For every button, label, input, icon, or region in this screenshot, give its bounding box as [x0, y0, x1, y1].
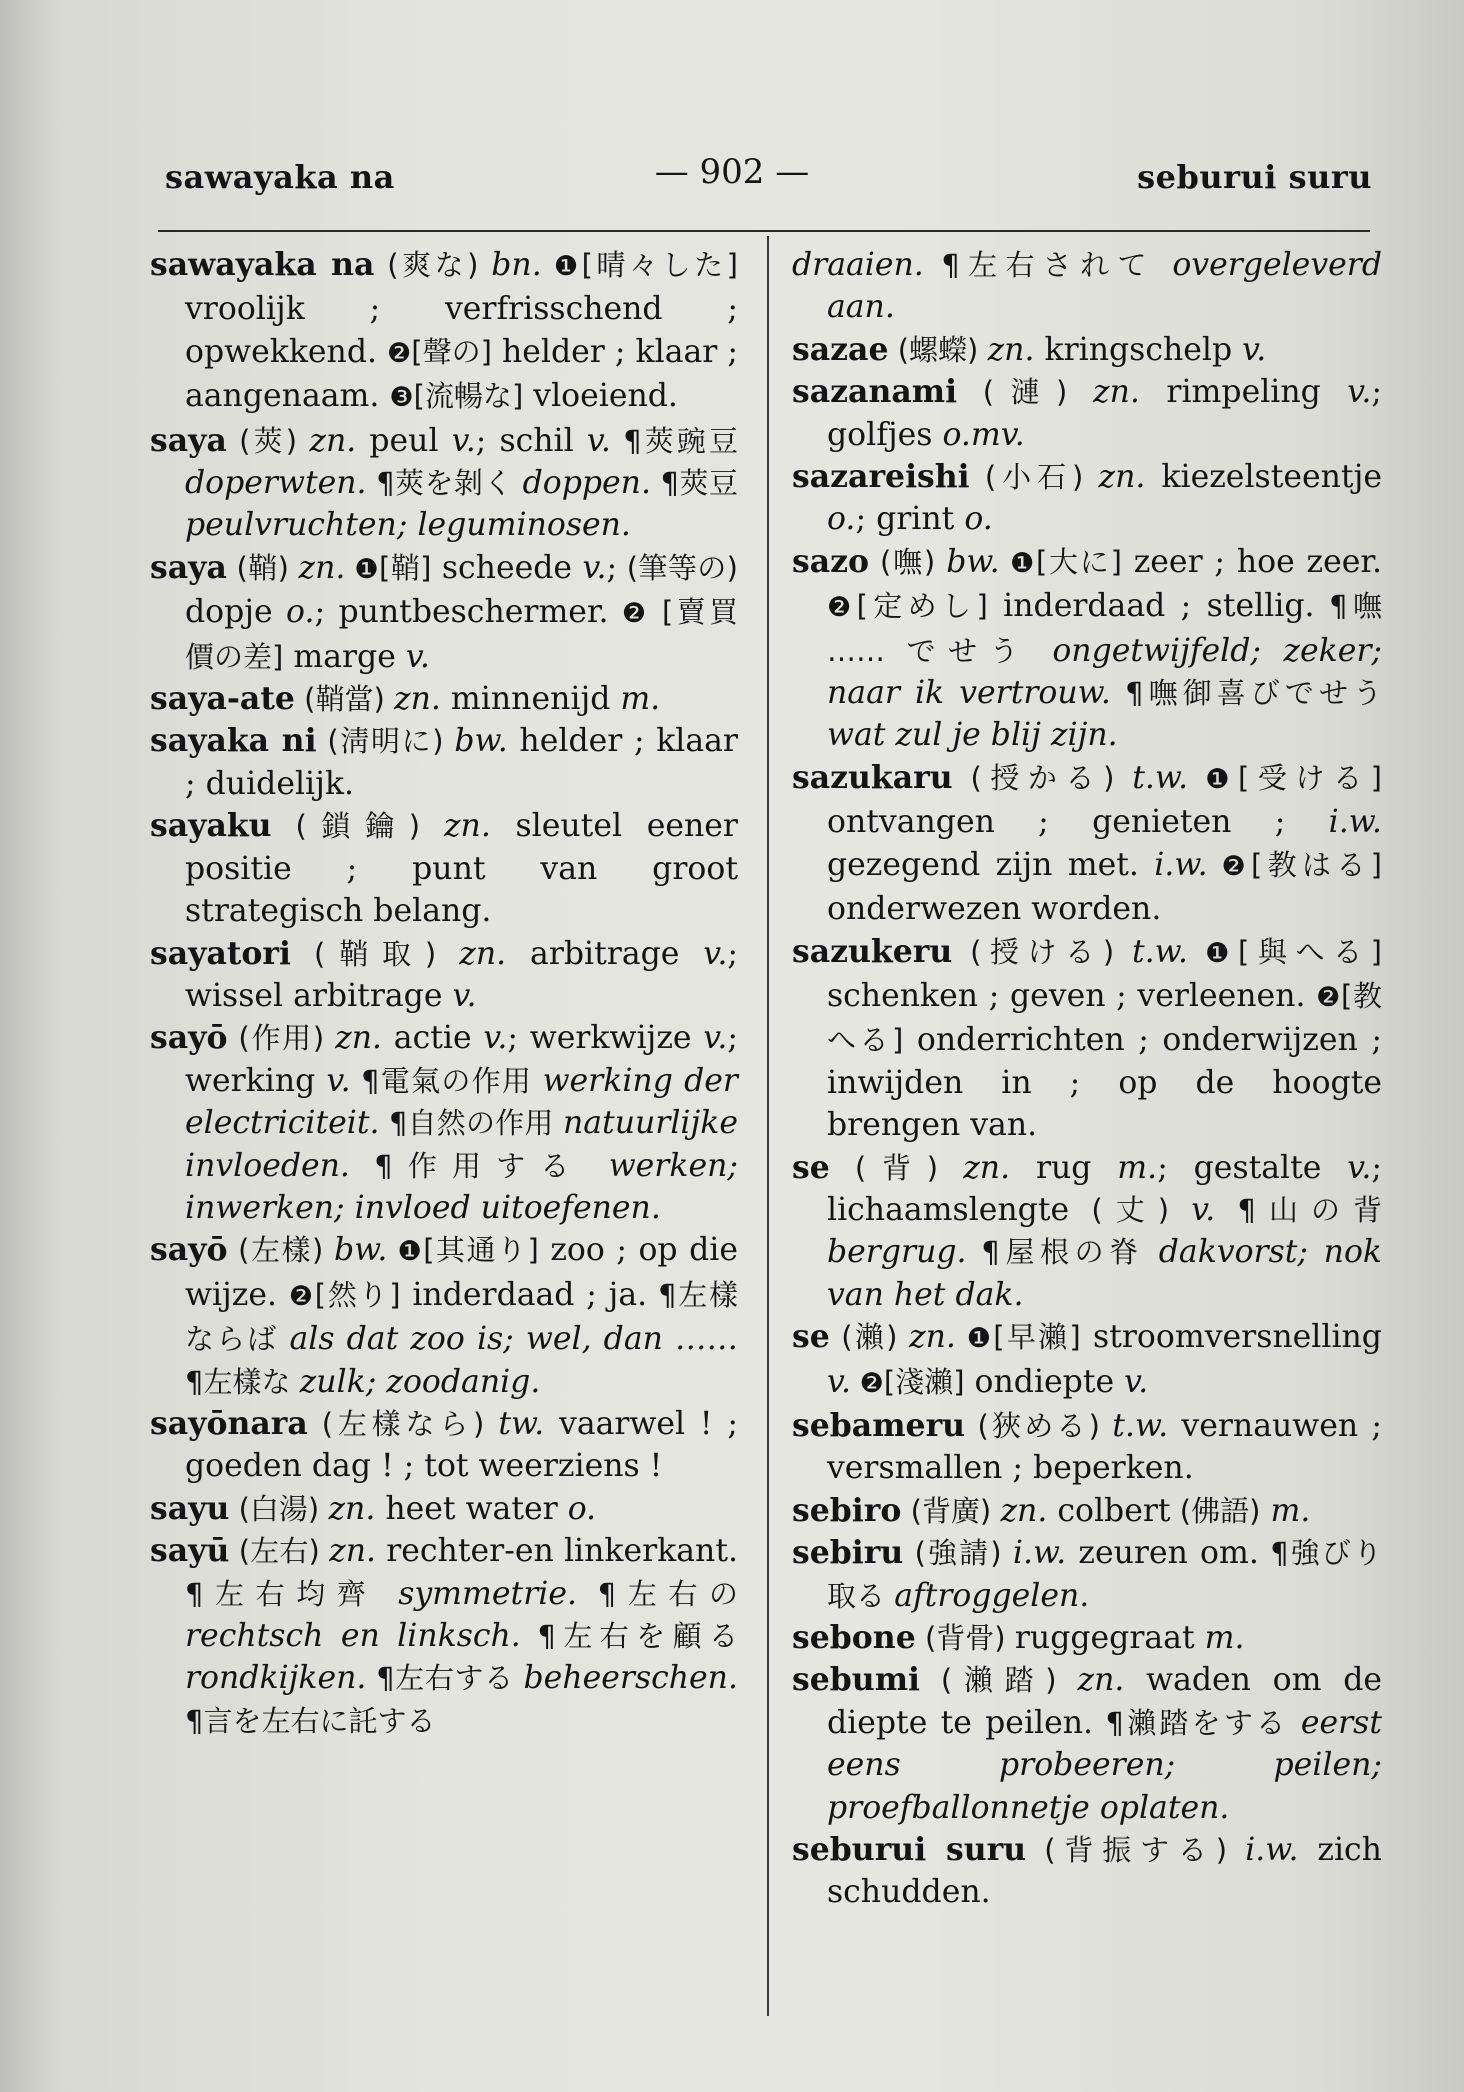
italic-text: zn. — [987, 331, 1035, 368]
italic-text: zn. — [329, 1533, 377, 1570]
italic-text: bw. — [334, 1232, 388, 1269]
italic-text: v. — [1347, 374, 1372, 411]
dictionary-entry — [150, 1403, 738, 1488]
dictionary-entry — [150, 720, 738, 805]
dictionary-entry — [792, 1659, 1382, 1829]
italic-text: zn. — [309, 422, 357, 459]
headword: sazanami — [792, 373, 958, 411]
italic-text: zn. — [1077, 1662, 1125, 1699]
japanese-text: (漣) — [957, 375, 1094, 410]
right-column — [792, 244, 1382, 1914]
definition-text: zich schudden. — [827, 1832, 1382, 1911]
definition-text: vroolijk ; verfrisschend ; opwekkend. — [185, 291, 738, 370]
japanese-text: [聲の] — [411, 334, 492, 369]
running-head-left: sawayaka na — [165, 158, 395, 196]
sense-number: ❷ — [827, 592, 857, 624]
dictionary-entry — [792, 541, 1382, 757]
italic-text: i.w. — [1012, 1535, 1067, 1572]
italic-text: symmetrie. — [398, 1575, 577, 1612]
italic-text: rondkijken. — [185, 1660, 367, 1697]
japanese-text: [晴々した] — [581, 248, 738, 282]
japanese-text: [早瀨] — [993, 1320, 1081, 1355]
italic-text: beheerschen. — [523, 1660, 738, 1697]
japanese-text: (筆等の) — [617, 550, 738, 585]
italic-text: m. — [1117, 1149, 1158, 1186]
sense-number: ❷ — [288, 1280, 315, 1312]
definition-text: ; grint — [855, 501, 965, 538]
definition-text: scheede — [431, 549, 583, 586]
definition-text: zoo ; op die wijze. — [185, 1232, 738, 1313]
japanese-text: [大に] — [1035, 544, 1122, 579]
italic-text: zulk; zoodanig. — [299, 1363, 541, 1400]
definition-text: ontvangen ; genieten ; — [827, 804, 1329, 841]
italic-text: doppen. — [522, 465, 651, 502]
japanese-text: (鞘當) — [294, 682, 395, 717]
left-column — [150, 244, 738, 1742]
definition-text: ; gestalte — [1157, 1149, 1348, 1186]
italic-text: v. — [326, 1062, 351, 1099]
dictionary-entry — [792, 1490, 1382, 1532]
definition-text: minnenijd — [440, 681, 621, 718]
japanese-text: [其通り] — [423, 1233, 539, 1268]
dictionary-entry — [150, 244, 738, 420]
italic-text: eerst eens probeeren; peilen; proefballonnetje oplaten. — [827, 1704, 1382, 1826]
definition-text: ; wissel arbitrage — [185, 935, 738, 1014]
running-head-right: seburui suru — [1137, 158, 1372, 196]
japanese-text: ¶自然の作用 — [379, 1106, 563, 1141]
definition-text: rimpeling — [1139, 374, 1348, 411]
header-rule — [158, 230, 1370, 232]
italic-text: zn. — [328, 1490, 376, 1527]
dictionary-entry — [150, 1488, 738, 1530]
italic-text: zn. — [1098, 459, 1146, 496]
italic-text: i.w. — [1245, 1832, 1299, 1869]
definition-text: ; schil — [475, 422, 587, 459]
definition-text: kringschelp — [1034, 331, 1243, 368]
definition-text: vloeiend. — [523, 378, 678, 415]
dictionary-entry — [792, 757, 1382, 931]
japanese-text: [定めし] — [856, 589, 988, 624]
dictionary-entry — [792, 456, 1382, 541]
japanese-text: ¶莢豌豆 — [610, 423, 738, 458]
headword: sawayaka na — [150, 246, 375, 283]
japanese-text: (左樣なら) — [307, 1406, 499, 1441]
sense-number: ❶ — [1187, 937, 1238, 969]
italic-text: t.w. — [1132, 933, 1188, 970]
italic-text: werken; inwerken; invloed uitoefenen. — [185, 1147, 738, 1226]
italic-text: v. — [483, 1020, 508, 1057]
dictionary-entry — [792, 1147, 1382, 1317]
definition-text: ; werkwijze — [507, 1020, 704, 1057]
italic-text: t.w. — [1132, 759, 1189, 796]
japanese-text: ¶強びり取る — [827, 1536, 1382, 1613]
italic-text: v. — [582, 549, 607, 586]
definition-text: zeuren om. — [1066, 1535, 1259, 1572]
japanese-text: ¶左右する — [366, 1661, 524, 1696]
italic-text: v. — [586, 422, 611, 459]
column-divider — [767, 236, 769, 2016]
headword: saya — [150, 421, 227, 459]
italic-text: m. — [1204, 1620, 1245, 1656]
italic-text: dakvorst; nok van het dak. — [827, 1234, 1383, 1313]
definition-text: vernauwen ; versmallen ; beperken. — [827, 1407, 1382, 1487]
headword: saya-ate — [150, 680, 295, 718]
japanese-text: [流暢な] — [413, 379, 524, 414]
italic-text: tw. — [498, 1405, 545, 1442]
headword: sebiro — [792, 1491, 902, 1529]
dictionary-entry — [150, 933, 738, 1018]
definition-text: ; lichaamslengte — [827, 1149, 1382, 1228]
japanese-text: ¶嘸 …… でせう — [827, 589, 1382, 668]
headword: sebumi — [792, 1661, 920, 1699]
japanese-text: [教はる] — [1251, 847, 1382, 882]
japanese-text: (鎖鑰) — [271, 809, 444, 844]
definition-text: marge — [283, 638, 406, 675]
japanese-text: (左樣) — [227, 1233, 335, 1268]
sense-number: ❶ — [999, 547, 1036, 579]
japanese-text: (嘸) — [869, 544, 947, 579]
italic-text: v. — [452, 977, 477, 1014]
japanese-text: ¶作用する — [349, 1148, 609, 1183]
italic-text: zn. — [908, 1319, 956, 1356]
dictionary-entry — [792, 1532, 1382, 1617]
dictionary-entry — [792, 329, 1382, 371]
italic-text: v. — [827, 1363, 852, 1400]
italic-text: werking der electriciteit. — [185, 1062, 738, 1142]
japanese-text: (背振する) — [1026, 1833, 1246, 1868]
italic-text: v. — [405, 638, 430, 675]
italic-text: overgeleverd aan. — [827, 247, 1382, 326]
italic-text: peulvruchten; leguminosen. — [185, 507, 631, 544]
sense-number: ❷ — [621, 598, 650, 630]
definition-text: ; puntbeschermer. — [314, 594, 622, 631]
sense-number: ❶ — [345, 553, 380, 585]
italic-text: v. — [703, 1020, 728, 1057]
italic-text: o.mv. — [942, 416, 1025, 453]
headword: seburui suru — [792, 1831, 1027, 1869]
definition-text: sleutel eener positie ; punt van groot strategisch belang. — [185, 808, 738, 930]
italic-text: bw. — [946, 543, 1000, 580]
japanese-text: (背廣) — [901, 1493, 1001, 1528]
japanese-text: [然り] — [314, 1277, 401, 1312]
japanese-text: [受ける] — [1238, 760, 1382, 795]
italic-text: aftroggelen. — [894, 1577, 1090, 1614]
japanese-text: (強請) — [903, 1536, 1013, 1571]
japanese-text: (淸明に) — [316, 724, 455, 759]
definition-text: ruggegraat — [1014, 1620, 1205, 1656]
sense-number: ❸ — [389, 382, 414, 414]
italic-text: bergrug. — [827, 1234, 967, 1271]
headword: saya — [150, 548, 227, 586]
italic-text: zn. — [1093, 374, 1140, 411]
dictionary-entry — [792, 1617, 1382, 1659]
headword: sayō — [150, 1019, 228, 1057]
definition-text: heet water — [375, 1490, 568, 1527]
headword: sayatori — [150, 934, 291, 972]
headword: sayōnara — [150, 1404, 308, 1442]
definition-text: inderdaad ; stellig. — [987, 588, 1315, 625]
dictionary-entry — [150, 1530, 738, 1742]
dictionary-entry — [792, 244, 1382, 329]
italic-text: v. — [1347, 1149, 1372, 1186]
japanese-text: ¶嘸御喜びでせう — [1110, 676, 1383, 711]
sense-number: ❶ — [541, 251, 582, 282]
headword: sazo — [792, 542, 870, 580]
dictionary-entry — [150, 547, 738, 678]
italic-text: doperwten. — [185, 465, 367, 502]
italic-text: o. — [827, 501, 856, 538]
headword: sayaku — [150, 807, 272, 845]
japanese-text: [淺瀨] — [883, 1364, 965, 1399]
sense-number: ❶ — [955, 1323, 994, 1355]
japanese-text: (瀨踏) — [920, 1663, 1078, 1698]
italic-text: v. — [1242, 331, 1267, 368]
japanese-text: ¶左右の — [576, 1576, 738, 1611]
italic-text: v. — [1191, 1191, 1216, 1228]
headword: sazukeru — [792, 932, 953, 970]
dictionary-entry — [792, 1316, 1382, 1405]
page-number: — 902 — — [654, 152, 810, 192]
definition-text: peul — [356, 422, 452, 459]
italic-text: natuurlijke invloeden. — [185, 1105, 738, 1184]
definition-text: actie — [382, 1020, 484, 1057]
headword: sazae — [792, 330, 889, 368]
definition-text — [1260, 1493, 1270, 1529]
japanese-text: ¶瀨踏をする — [1093, 1705, 1301, 1740]
definition-text: kiezelsteentje — [1145, 459, 1382, 496]
definition-text: stroomversnelling — [1080, 1319, 1382, 1356]
definition-text: ; werking — [185, 1020, 738, 1099]
dictionary-entry — [150, 420, 738, 547]
japanese-text: (瀨) — [829, 1320, 909, 1355]
definition-text: ; — [606, 549, 618, 586]
definition-text: rug — [1010, 1149, 1118, 1186]
japanese-text: [與へる] — [1237, 934, 1382, 969]
italic-text: m. — [1270, 1492, 1311, 1529]
japanese-text: (左右) — [229, 1534, 330, 1569]
definition-text: helder ; klaar ; duidelijk. — [185, 723, 738, 802]
definition-text: arbitrage — [506, 935, 704, 972]
italic-text: bn. — [491, 247, 542, 283]
definition-text: ; golfjes — [827, 374, 1382, 453]
japanese-text: (鞘取) — [290, 936, 460, 971]
japanese-text: ¶言を左右に託する — [185, 1703, 436, 1738]
japanese-text: [鞘] — [379, 550, 432, 585]
italic-text: zn. — [335, 1020, 383, 1057]
japanese-text: ¶左右されて — [923, 248, 1173, 282]
dictionary-entry — [150, 1229, 738, 1403]
definition-text: zeer ; hoe zeer. — [1121, 543, 1382, 580]
italic-text: o. — [964, 501, 993, 538]
definition-text: ondiepte — [964, 1363, 1125, 1400]
italic-text: v. — [1124, 1363, 1149, 1400]
headword: sazareishi — [792, 458, 970, 496]
italic-text: m. — [620, 681, 661, 718]
japanese-text: ¶山の背 — [1215, 1192, 1382, 1227]
italic-text: v. — [703, 935, 728, 972]
japanese-text: ¶左右均齊 — [185, 1576, 399, 1611]
italic-text: zn. — [298, 549, 346, 586]
definition-text: dopje — [185, 594, 287, 631]
japanese-text: (授かる) — [952, 760, 1133, 795]
headword: sayō — [150, 1231, 228, 1269]
japanese-text: ¶莢豆 — [650, 466, 738, 501]
headword: sebiru — [792, 1534, 904, 1572]
japanese-text: (爽な) — [374, 248, 492, 282]
japanese-text: (鞘) — [226, 550, 299, 585]
dictionary-entry — [150, 805, 738, 932]
japanese-text: ¶莢を剝く — [366, 466, 523, 501]
dictionary-entry — [792, 931, 1382, 1147]
definition-text: waden om de diepte te peilen. — [827, 1662, 1382, 1741]
italic-text: zn. — [963, 1149, 1011, 1186]
japanese-text: (莢) — [226, 423, 310, 458]
headword: se — [792, 1318, 830, 1356]
italic-text: i.w. — [1154, 846, 1208, 883]
japanese-text: (背骨) — [915, 1621, 1015, 1655]
japanese-text: [賣買價の差] — [185, 595, 738, 674]
italic-text: o. — [286, 594, 315, 631]
sense-number: ❷ — [1316, 981, 1342, 1013]
japanese-text: (小石) — [969, 460, 1099, 495]
dictionary-entry — [150, 1017, 738, 1229]
japanese-text: (狹める) — [965, 1408, 1113, 1443]
headword: sebone — [792, 1619, 916, 1656]
japanese-text: (授ける) — [952, 934, 1133, 969]
japanese-text: ¶左右を顧る — [520, 1619, 739, 1653]
definition-text: onderwezen worden. — [827, 891, 1162, 928]
sense-number: ❶ — [387, 1236, 424, 1268]
definition-text: schenken ; geven ; verleenen. — [827, 977, 1317, 1014]
definition-text: vaarwel ! ; goeden dag ! ; tot weerziens ! — [185, 1405, 738, 1485]
headword: sayaka ni — [150, 722, 317, 760]
definition-text: onderrichten ; onderwijzen ; inwijden in ; op de hoogte brengen van. — [827, 1022, 1382, 1144]
italic-text: ongetwijfeld; zeker; naar ik vertrouw. — [827, 632, 1383, 712]
headword: se — [792, 1148, 830, 1186]
italic-text: o. — [567, 1490, 597, 1527]
japanese-text: ¶左樣な — [185, 1364, 300, 1399]
japanese-text: (白湯) — [229, 1491, 329, 1526]
headword: sazukaru — [792, 758, 953, 796]
definition-text: helder ; klaar ; aangenaam. — [185, 333, 738, 415]
italic-text: i.w. — [1328, 804, 1382, 841]
italic-text: v. — [451, 422, 476, 459]
japanese-text: ¶屋根の脊 — [966, 1235, 1159, 1270]
italic-text: zn. — [1000, 1492, 1048, 1529]
japanese-text: (螺蠑) — [888, 332, 988, 367]
sense-number: ❷ — [1207, 850, 1252, 882]
definition-text: colbert — [1047, 1492, 1171, 1529]
headword: sayu — [150, 1489, 230, 1527]
italic-text: draaien. — [792, 247, 924, 283]
dictionary-entry — [792, 371, 1382, 456]
italic-text: bw. — [454, 723, 508, 760]
definition-text: inderdaad ; ja. — [400, 1276, 648, 1313]
japanese-text: (背) — [829, 1150, 964, 1185]
sense-number: ❶ — [1188, 763, 1239, 795]
italic-text: wat zul je blij zijn. — [827, 717, 1118, 754]
japanese-text: ¶左樣ならば — [185, 1277, 738, 1357]
definition-text: gezegend zijn met. — [827, 846, 1155, 883]
sense-number: ❷ — [387, 337, 412, 369]
italic-text: zn. — [394, 681, 441, 718]
dictionary-entry — [792, 1405, 1382, 1490]
japanese-text: (佛語) — [1170, 1493, 1261, 1528]
italic-text: zn. — [443, 808, 491, 845]
japanese-text: ¶電氣の作用 — [350, 1063, 543, 1098]
definition-text: rechter-en linkerkant. — [376, 1533, 738, 1570]
japanese-text: (作用) — [227, 1021, 336, 1056]
sense-number: ❷ — [851, 1367, 884, 1399]
dictionary-entry — [792, 1829, 1382, 1914]
japanese-text: (丈) — [1069, 1192, 1192, 1227]
italic-text: rechtsch en linksch. — [185, 1618, 521, 1654]
headword: sebameru — [792, 1406, 966, 1444]
italic-text: als dat zoo is; wel, dan …… — [289, 1321, 738, 1358]
japanese-text: [教へる] — [827, 978, 1382, 1058]
italic-text: t.w. — [1112, 1407, 1169, 1444]
headword: sayū — [150, 1532, 230, 1570]
italic-text: zn. — [459, 935, 507, 972]
dictionary-entry — [150, 678, 738, 720]
